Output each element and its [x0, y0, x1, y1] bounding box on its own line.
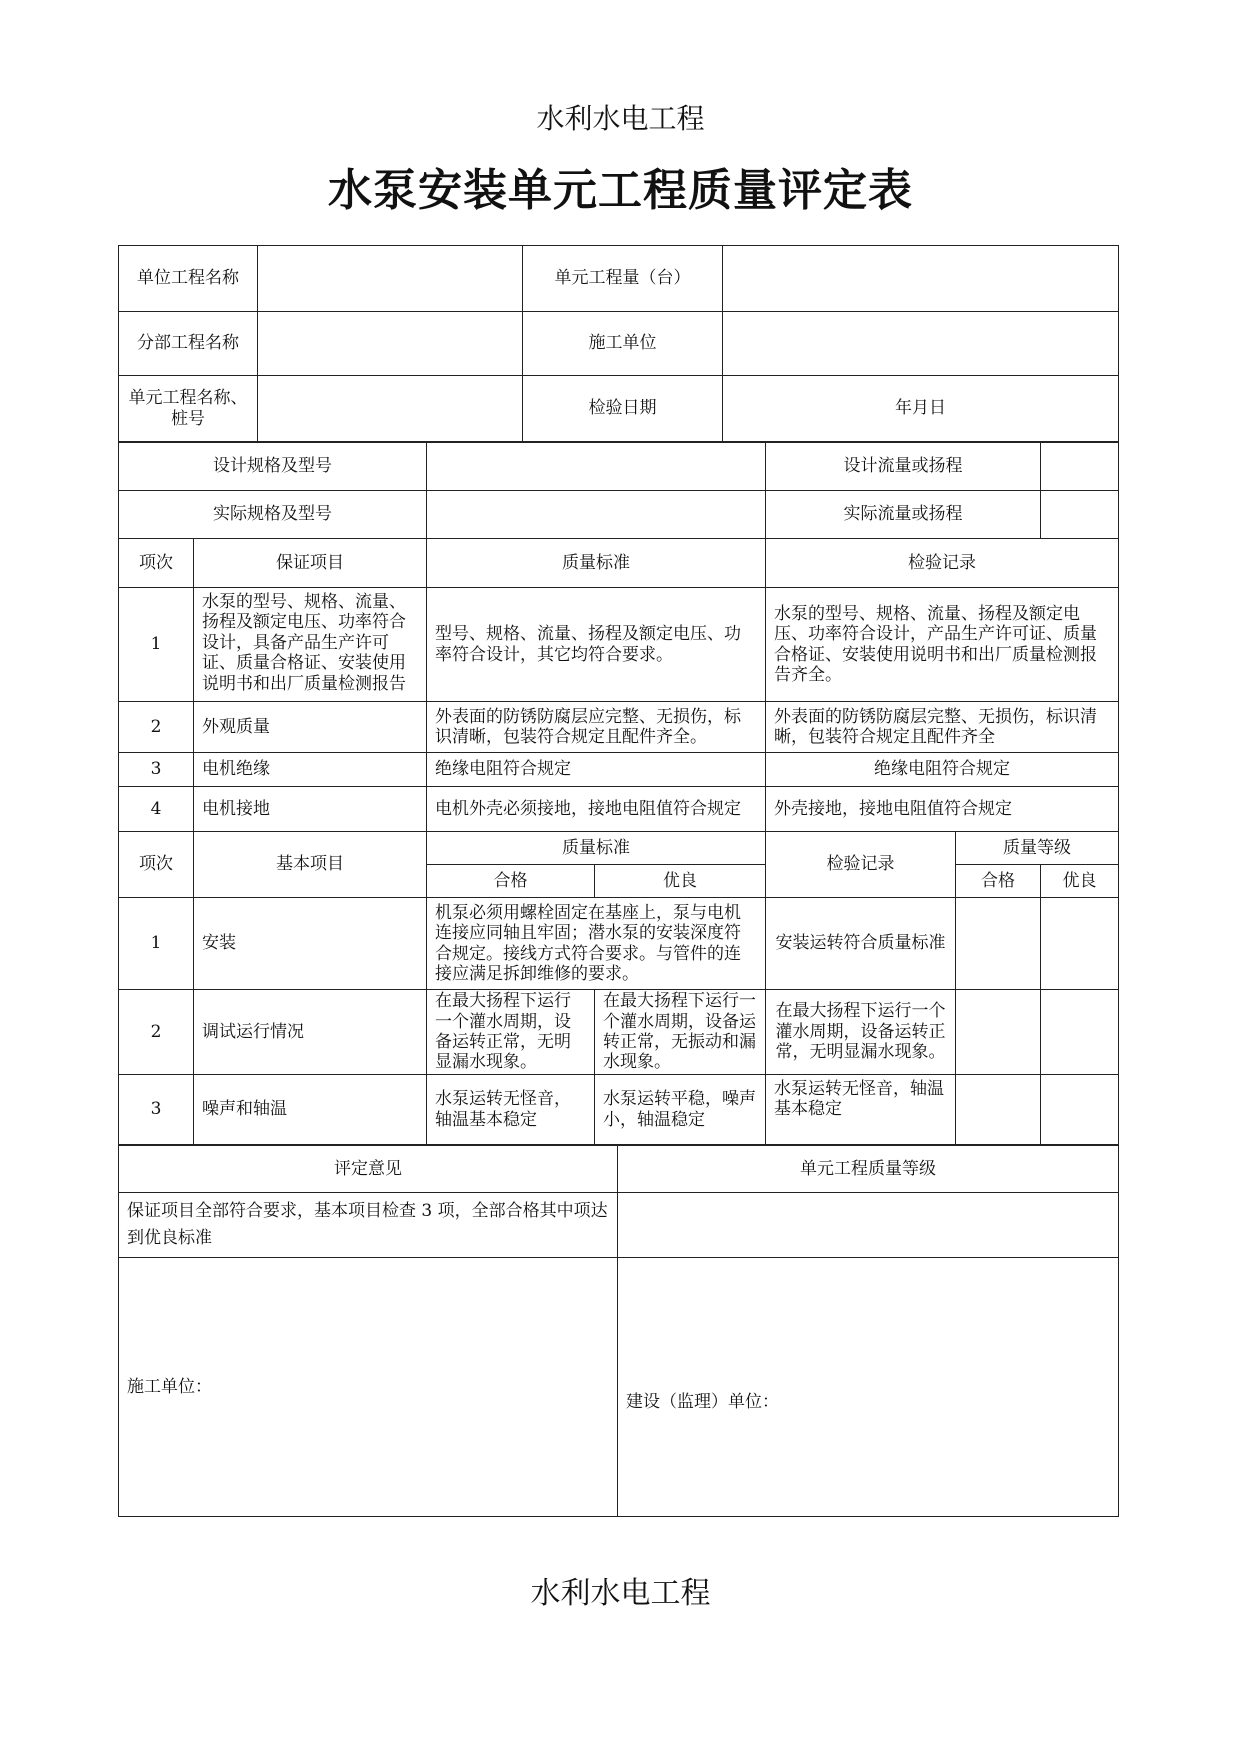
- basic-row-grade-pass[interactable]: [956, 898, 1041, 990]
- basic-col-no: 项次: [119, 832, 194, 898]
- construction-unit-value[interactable]: [723, 312, 1119, 376]
- basic-col-record: 检验记录: [766, 832, 956, 898]
- guarantee-row-record[interactable]: 绝缘电阻符合规定: [766, 753, 1119, 787]
- evaluation-opinion-text[interactable]: 保证项目全部符合要求，基本项目检查 3 项，全部合格其中项达到优良标准: [119, 1193, 618, 1258]
- element-quantity-label: 单元工程量（台）: [523, 246, 723, 312]
- basic-col-grade: 质量等级: [956, 832, 1119, 865]
- division-name-value[interactable]: [258, 312, 523, 376]
- basic-row-record[interactable]: 水泵运转无怪音，轴温基本稳定: [766, 1075, 956, 1145]
- basic-row-standard: 机泵必须用螺栓固定在基座上，泵与电机连接应同轴且牢固；潜水泵的安装深度符合规定。接线方式符合要求。与管件的连接应满足拆卸维修的要求。: [427, 898, 766, 990]
- document-title: 水泵安装单元工程质量评定表: [328, 165, 913, 216]
- inspection-table: [118, 442, 1119, 1145]
- guarantee-row-no: 3: [119, 753, 194, 787]
- inspection-date-value[interactable]: 年月日: [723, 376, 1119, 442]
- basic-row-record[interactable]: 在最大扬程下运行一个灌水周期，设备运转正常，无明显漏水现象。: [766, 990, 956, 1075]
- basic-row-grade-excellent[interactable]: [1041, 1075, 1119, 1145]
- element-name-label-line2: 桩号: [171, 408, 205, 429]
- guarantee-row-standard: 电机外壳必须接地，接地电阻值符合规定: [427, 787, 766, 832]
- actual-spec-label: 实际规格及型号: [119, 491, 427, 539]
- guarantee-row-item: 外观质量: [194, 702, 427, 753]
- basic-row-grade-pass[interactable]: [956, 990, 1041, 1075]
- basic-row-grade-excellent[interactable]: [1041, 990, 1119, 1075]
- guarantee-col-standard: 质量标准: [427, 539, 766, 588]
- basic-row-record[interactable]: 安装运转符合质量标准: [766, 898, 956, 990]
- inspection-date-label: 检验日期: [523, 376, 723, 442]
- division-name-label: 分部工程名称: [119, 312, 258, 376]
- guarantee-row-record[interactable]: 外表面的防锈防腐层完整、无损伤，标识清晰，包装符合规定且配件齐全: [766, 702, 1119, 753]
- actual-flow-label: 实际流量或扬程: [766, 491, 1041, 539]
- page-header: 水利水电工程: [536, 102, 705, 135]
- guarantee-row-no: 4: [119, 787, 194, 832]
- element-name-label: [119, 376, 258, 442]
- page-footer: 水利水电工程: [530, 1576, 711, 1611]
- unit-project-name-label: 单位工程名称: [119, 246, 258, 312]
- element-name-label-line1: 单元工程名称、: [128, 388, 248, 409]
- basic-col-standard: 质量标准: [427, 832, 766, 865]
- guarantee-col-no: 项次: [119, 539, 194, 588]
- actual-spec-value[interactable]: [427, 491, 766, 539]
- basic-row-pass: 水泵运转无怪音，轴温基本稳定: [427, 1075, 595, 1145]
- basic-row-no: 3: [119, 1075, 194, 1145]
- basic-col-excellent: 优良: [595, 865, 766, 898]
- basic-col-pass: 合格: [427, 865, 595, 898]
- guarantee-row-no: 2: [119, 702, 194, 753]
- design-spec-label: 设计规格及型号: [119, 443, 427, 491]
- design-spec-value[interactable]: [427, 443, 766, 491]
- guarantee-row-no: 1: [119, 588, 194, 702]
- guarantee-row-item: 水泵的型号、规格、流量、扬程及额定电压、功率符合设计，具备产品生产许可证、质量合格证、安装使用说明书和出厂质量检测报告: [194, 588, 427, 702]
- construction-unit-label: 施工单位: [523, 312, 723, 376]
- basic-row-grade-pass[interactable]: [956, 1075, 1041, 1145]
- guarantee-row-record[interactable]: 外壳接地，接地电阻值符合规定: [766, 787, 1119, 832]
- element-quality-grade-value[interactable]: [618, 1193, 1119, 1258]
- construction-unit-signature[interactable]: 施工单位：: [119, 1258, 618, 1517]
- basic-col-item: 基本项目: [194, 832, 427, 898]
- basic-row-pass: 在最大扬程下运行一个灌水周期，设备运转正常，无明显漏水现象。: [427, 990, 595, 1075]
- basic-row-item: 噪声和轴温: [194, 1075, 427, 1145]
- unit-project-name-value[interactable]: [258, 246, 523, 312]
- guarantee-row-standard: 绝缘电阻符合规定: [427, 753, 766, 787]
- element-quantity-value[interactable]: [723, 246, 1119, 312]
- info-table: [118, 245, 1119, 442]
- basic-row-no: 2: [119, 990, 194, 1075]
- guarantee-row-standard: 外表面的防锈防腐层应完整、无损伤，标识清晰，包装符合规定且配件齐全。: [427, 702, 766, 753]
- basic-row-item: 调试运行情况: [194, 990, 427, 1075]
- guarantee-row-item: 电机接地: [194, 787, 427, 832]
- guarantee-row-record[interactable]: 水泵的型号、规格、流量、扬程及额定电压、功率符合设计，产品生产许可证、质量合格证、安装使用说明书和出厂质量检测报告齐全。: [766, 588, 1119, 702]
- actual-flow-value[interactable]: [1041, 491, 1119, 539]
- basic-row-grade-excellent[interactable]: [1041, 898, 1119, 990]
- guarantee-row-item: 电机绝缘: [194, 753, 427, 787]
- design-flow-label: 设计流量或扬程: [766, 443, 1041, 491]
- basic-row-excellent: 在最大扬程下运行一个灌水周期，设备运转正常，无振动和漏水现象。: [595, 990, 766, 1075]
- guarantee-col-record: 检验记录: [766, 539, 1119, 588]
- element-quality-grade-label: 单元工程质量等级: [618, 1146, 1119, 1193]
- basic-row-no: 1: [119, 898, 194, 990]
- basic-col-grade-excellent: 优良: [1041, 865, 1119, 898]
- basic-row-item: 安装: [194, 898, 427, 990]
- evaluation-table: [118, 1145, 1119, 1517]
- basic-col-grade-pass: 合格: [956, 865, 1041, 898]
- basic-row-excellent: 水泵运转平稳，噪声小，轴温稳定: [595, 1075, 766, 1145]
- element-name-value[interactable]: [258, 376, 523, 442]
- design-flow-value[interactable]: [1041, 443, 1119, 491]
- guarantee-row-standard: 型号、规格、流量、扬程及额定电压、功率符合设计，其它均符合要求。: [427, 588, 766, 702]
- supervision-unit-signature[interactable]: 建设（监理）单位：: [618, 1258, 1119, 1517]
- evaluation-opinion-label: 评定意见: [119, 1146, 618, 1193]
- guarantee-col-item: 保证项目: [194, 539, 427, 588]
